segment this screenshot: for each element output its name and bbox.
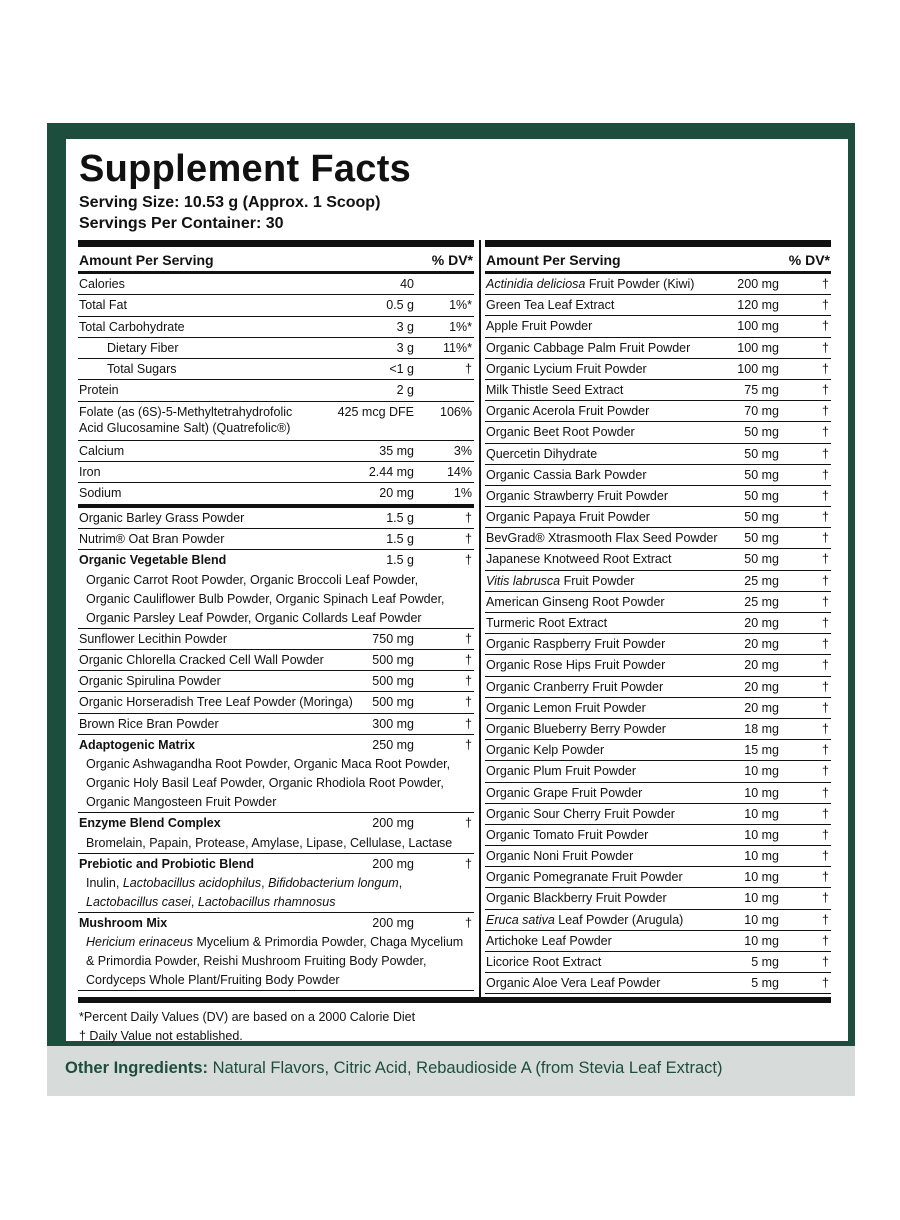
ingredient-amount: 5 mg xyxy=(751,955,779,969)
ingredient-name: Turmeric Root Extract xyxy=(486,616,608,630)
ingredient-dv: † xyxy=(822,700,829,715)
ingredient-amount: 100 mg xyxy=(737,319,779,334)
table-row xyxy=(78,714,474,734)
table-row xyxy=(78,317,474,337)
table-row xyxy=(78,671,474,691)
ingredient-dv: † xyxy=(465,674,472,689)
ingredient-amount: 50 mg xyxy=(744,531,779,546)
top-thick-rule-right xyxy=(485,240,831,247)
ingredient-name: Organic Acerola Fruit Powder xyxy=(486,404,650,419)
ingredient-amount: 250 mg xyxy=(372,738,414,753)
ingredient-name: Brown Rice Bran Powder xyxy=(79,716,219,731)
ingredient-name: Organic Pomegranate Fruit Powder xyxy=(486,870,683,885)
row-rule xyxy=(78,990,474,991)
ingredient-name: BevGrad® Xtrasmooth Flax Seed Powder xyxy=(486,531,718,546)
right-column xyxy=(485,240,831,1000)
ingredient-name: Green Tea Leaf Extract xyxy=(486,298,615,313)
ingredient-name: Organic Blackberry Fruit Powder xyxy=(486,891,667,906)
ingredient-dv: † xyxy=(822,679,829,694)
table-row xyxy=(485,804,831,824)
ingredient-amount: 100 mg xyxy=(737,340,779,355)
bottom-thick-rule xyxy=(78,997,831,1003)
table-row xyxy=(485,486,831,506)
ingredient-amount: 20 mg xyxy=(379,486,414,501)
ingredient-amount: 500 mg xyxy=(372,674,414,689)
ingredient-dv: † xyxy=(822,806,829,821)
servings-per-container: Servings Per Container: 30 xyxy=(79,215,284,232)
ingredient-name: Organic Beet Root Powder xyxy=(486,425,635,440)
row-rule xyxy=(485,993,831,994)
ingredient-dv: † xyxy=(465,362,472,377)
serving-size: Serving Size: 10.53 g (Approx. 1 Scoop) xyxy=(79,194,381,211)
ingredient-dv: † xyxy=(822,616,829,630)
ingredient-name: Organic Cabbage Palm Fruit Powder xyxy=(486,340,691,355)
ingredient-name: Total Carbohydrate xyxy=(79,319,185,334)
ingredient-name: Enzyme Blend Complex xyxy=(79,816,221,831)
ingredient-name: Total Fat xyxy=(79,298,127,313)
ingredient-name: Calcium xyxy=(79,443,125,458)
ingredient-dv: † xyxy=(822,827,829,842)
ingredient-amount: 75 mg xyxy=(744,382,779,397)
ingredient-name: Organic Spirulina Powder xyxy=(79,674,221,689)
ingredient-amount: 70 mg xyxy=(744,404,779,419)
table-row xyxy=(78,402,474,440)
table-row xyxy=(78,295,474,315)
ingredient-name: Mushroom Mix xyxy=(79,915,168,930)
table-row xyxy=(78,274,474,294)
ingredient-name: Vitis labrusca Fruit Powder xyxy=(486,573,635,588)
ingredient-amount: <1 g xyxy=(389,362,414,377)
ingredient-name: Organic Blueberry Berry Powder xyxy=(486,721,666,736)
ingredient-name: Prebiotic and Probiotic Blend xyxy=(79,856,255,871)
ingredient-dv: † xyxy=(822,277,829,291)
ingredient-name: Total Sugars xyxy=(107,362,177,377)
ingredient-dv: 1%* xyxy=(449,319,472,334)
right-header xyxy=(485,249,831,271)
ingredient-name: Japanese Knotweed Root Extract xyxy=(486,552,672,567)
ingredient-dv: † xyxy=(465,652,472,667)
right-header-label: Amount Per Serving xyxy=(486,252,621,268)
ingredient-name: Calories xyxy=(79,277,125,291)
ingredient-dv: † xyxy=(822,785,829,800)
ingredient-amount: 200 mg xyxy=(372,915,414,930)
table-row xyxy=(78,338,474,358)
table-row xyxy=(485,571,831,591)
table-row xyxy=(485,846,831,866)
ingredient-amount: 2.44 mg xyxy=(368,465,414,480)
table-row xyxy=(78,692,474,712)
table-row xyxy=(485,655,831,675)
other-ingredients-label: Other Ingredients: xyxy=(65,1059,209,1077)
ingredient-name: Dietary Fiber xyxy=(107,340,179,355)
ingredient-dv: † xyxy=(465,915,472,930)
table-row xyxy=(78,462,474,482)
ingredient-name: Organic Horseradish Tree Leaf Powder (Moringa) xyxy=(79,695,353,710)
ingredient-amount: 2 g xyxy=(396,383,414,398)
ingredient-amount: 1.5 g xyxy=(386,553,414,568)
ingredient-amount: 50 mg xyxy=(744,446,779,461)
table-row xyxy=(485,422,831,442)
ingredient-name: Eruca sativa Leaf Powder (Arugula) xyxy=(486,912,684,927)
table-row xyxy=(485,825,831,845)
ingredient-name: Quercetin Dihydrate xyxy=(486,446,598,461)
ingredient-name: American Ginseng Root Powder xyxy=(486,594,665,609)
table-row xyxy=(78,650,474,670)
ingredient-name: Sodium xyxy=(79,486,122,501)
right-header-dv: % DV* xyxy=(788,252,830,268)
ingredient-name: Organic Grape Fruit Powder xyxy=(486,785,643,800)
ingredient-dv: † xyxy=(465,553,472,568)
ingredient-name: Organic Chlorella Cracked Cell Wall Powder xyxy=(79,652,324,667)
footnote-dagger: † Daily Value not established. xyxy=(79,1029,243,1043)
ingredient-amount: 50 mg xyxy=(744,510,779,525)
ingredient-amount: 10 mg xyxy=(744,806,779,821)
ingredient-name: Organic Vegetable Blend xyxy=(79,553,227,568)
ingredient-amount: 20 mg xyxy=(744,679,779,694)
ingredient-amount: 1.5 g xyxy=(386,531,414,546)
top-thick-rule xyxy=(78,240,474,247)
table-row xyxy=(78,629,474,649)
table-row xyxy=(485,867,831,887)
ingredient-dv: † xyxy=(465,856,472,871)
ingredient-name: Milk Thistle Seed Extract xyxy=(486,382,624,397)
ingredient-amount: 120 mg xyxy=(737,298,779,313)
ingredient-dv: † xyxy=(822,976,829,991)
ingredient-dv: † xyxy=(822,531,829,546)
ingredient-dv: 1% xyxy=(453,486,472,501)
ingredient-amount: 25 mg xyxy=(744,573,779,588)
ingredient-name: Organic Aloe Vera Leaf Powder xyxy=(486,976,661,991)
ingredient-amount: 50 mg xyxy=(744,488,779,503)
table-row xyxy=(485,528,831,548)
ingredient-dv: † xyxy=(465,716,472,731)
ingredient-dv: † xyxy=(822,404,829,419)
ingredient-name: Licorice Root Extract xyxy=(486,955,602,969)
left-header xyxy=(78,249,474,271)
ingredient-amount: 50 mg xyxy=(744,425,779,440)
ingredient-dv: 106% xyxy=(440,404,472,419)
other-ingredients-band xyxy=(47,1046,855,1096)
ingredient-amount: 50 mg xyxy=(744,467,779,482)
ingredient-name: Organic Noni Fruit Powder xyxy=(486,849,634,864)
table-row xyxy=(78,508,474,528)
ingredient-name: Actinidia deliciosa Fruit Powder (Kiwi) xyxy=(486,277,695,291)
ingredient-amount: 200 mg xyxy=(372,856,414,871)
ingredient-amount: 20 mg xyxy=(744,616,779,630)
right-rows xyxy=(485,274,831,994)
ingredient-dv: † xyxy=(465,531,472,546)
table-row xyxy=(78,483,474,503)
ingredient-amount: 18 mg xyxy=(744,721,779,736)
table-row xyxy=(485,783,831,803)
table-row xyxy=(485,677,831,697)
ingredient-dv: † xyxy=(822,912,829,927)
table-row xyxy=(485,761,831,781)
ingredient-amount: 425 mcg DFE xyxy=(337,404,414,419)
ingredient-dv: † xyxy=(822,298,829,313)
table-row xyxy=(485,359,831,379)
blend-description: Bromelain, Papain, Protease, Amylase, Lipase, Cellulase, Lactase xyxy=(86,835,453,850)
table-row xyxy=(485,973,831,993)
table-row xyxy=(485,888,831,908)
ingredient-amount: 0.5 g xyxy=(386,298,414,313)
ingredient-dv: † xyxy=(822,340,829,355)
ingredient-amount: 1.5 g xyxy=(386,510,414,525)
ingredient-dv: † xyxy=(822,361,829,376)
table-row xyxy=(485,274,831,294)
table-row xyxy=(485,634,831,654)
blend-description: Organic Ashwagandha Root Powder, Organic Maca Root Powder, Organic Holy Basil Leaf Powder, Organic Rhodiola Root Powder, Organic Mangosteen Fruit Powder xyxy=(86,757,451,810)
ingredient-amount: 40 xyxy=(400,277,414,291)
ingredient-amount: 50 mg xyxy=(744,552,779,567)
table-row xyxy=(485,931,831,951)
ingredient-amount: 10 mg xyxy=(744,933,779,948)
table-row xyxy=(78,854,474,874)
ingredient-dv: † xyxy=(822,743,829,758)
table-row xyxy=(78,441,474,461)
ingredient-name: Organic Plum Fruit Powder xyxy=(486,764,637,779)
ingredient-dv: † xyxy=(822,552,829,567)
ingredient-name: Folate (as (6S)-5-Methyltetrahydrofolic Acid Glucosamine Salt) (Quatrefolic®) xyxy=(79,404,293,435)
ingredient-name: Organic Papaya Fruit Powder xyxy=(486,510,650,525)
ingredient-dv: † xyxy=(822,425,829,440)
ingredient-amount: 3 g xyxy=(396,340,414,355)
ingredient-amount: 300 mg xyxy=(372,716,414,731)
table-row xyxy=(485,401,831,421)
other-ingredients xyxy=(65,1059,722,1078)
column-divider xyxy=(479,240,481,1000)
ingredient-name: Organic Cassia Bark Powder xyxy=(486,467,647,482)
ingredient-amount: 10 mg xyxy=(744,827,779,842)
left-header-dv: % DV* xyxy=(431,252,473,268)
table-row xyxy=(485,740,831,760)
table-row xyxy=(485,507,831,527)
ingredient-dv: 3% xyxy=(453,443,472,458)
ingredient-dv: † xyxy=(822,573,829,588)
ingredient-dv: † xyxy=(822,870,829,885)
table-row xyxy=(485,613,831,633)
table-row xyxy=(78,913,474,933)
ingredient-name: Organic Lycium Fruit Powder xyxy=(486,361,647,376)
ingredient-dv: † xyxy=(822,467,829,482)
ingredient-name: Organic Barley Grass Powder xyxy=(79,510,245,525)
left-rows xyxy=(78,274,474,991)
ingredient-dv: † xyxy=(465,738,472,753)
table-row xyxy=(485,444,831,464)
ingredient-amount: 10 mg xyxy=(744,849,779,864)
ingredient-amount: 750 mg xyxy=(372,631,414,646)
ingredient-name: Protein xyxy=(79,383,119,398)
table-row xyxy=(485,952,831,972)
ingredient-name: Iron xyxy=(79,465,101,480)
ingredient-amount: 20 mg xyxy=(744,700,779,715)
ingredient-dv: † xyxy=(465,695,472,710)
ingredient-name: Sunflower Lecithin Powder xyxy=(79,631,227,646)
blend-description: Hericium erinaceus Mycelium & Primordia Powder, Chaga Mycelium & Primordia Powder, Reishi Mushroom Fruiting Body Powder, Cordyceps Whole Plant/Fruiting Body Powder xyxy=(86,935,464,988)
ingredient-dv: 1%* xyxy=(449,298,472,313)
ingredient-dv: † xyxy=(822,658,829,673)
table-row xyxy=(485,910,831,930)
table-row xyxy=(485,465,831,485)
ingredient-name: Organic Tomato Fruit Powder xyxy=(486,827,649,842)
table-row xyxy=(485,592,831,612)
table-row xyxy=(78,380,474,400)
table-row xyxy=(485,719,831,739)
ingredient-name: Organic Strawberry Fruit Powder xyxy=(486,488,669,503)
ingredient-amount: 10 mg xyxy=(744,764,779,779)
ingredient-dv: † xyxy=(822,594,829,609)
ingredient-amount: 5 mg xyxy=(751,976,779,991)
table-row xyxy=(485,698,831,718)
ingredient-amount: 35 mg xyxy=(379,443,414,458)
ingredient-dv: † xyxy=(822,488,829,503)
table-row xyxy=(485,380,831,400)
blend-description: Inulin, Lactobacillus acidophilus, Bifidobacterium longum, Lactobacillus casei, Lactobacillus rhamnosus xyxy=(86,875,403,909)
footnote-dv: *Percent Daily Values (DV) are based on a 2000 Calorie Diet xyxy=(79,1010,416,1024)
other-ingredients-text: Natural Flavors, Citric Acid, Rebaudioside A (from Stevia Leaf Extract) xyxy=(208,1059,723,1077)
ingredient-dv: 14% xyxy=(446,465,472,480)
ingredient-amount: 20 mg xyxy=(744,658,779,673)
ingredient-amount: 15 mg xyxy=(744,743,779,758)
ingredient-amount: 10 mg xyxy=(744,891,779,906)
ingredient-amount: 200 mg xyxy=(737,277,779,291)
table-row xyxy=(78,529,474,549)
ingredient-amount: 100 mg xyxy=(737,361,779,376)
ingredient-amount: 10 mg xyxy=(744,870,779,885)
table-row xyxy=(485,338,831,358)
table-row xyxy=(485,295,831,315)
ingredient-amount: 10 mg xyxy=(744,785,779,800)
ingredient-amount: 500 mg xyxy=(372,695,414,710)
facts-title: Supplement Facts xyxy=(79,148,412,190)
ingredient-dv: † xyxy=(822,764,829,779)
ingredient-amount: 200 mg xyxy=(372,816,414,831)
ingredient-name: Organic Sour Cherry Fruit Powder xyxy=(486,806,675,821)
table-row xyxy=(485,316,831,336)
ingredient-dv: † xyxy=(822,849,829,864)
ingredient-name: Adaptogenic Matrix xyxy=(79,738,195,753)
ingredient-dv: † xyxy=(822,637,829,652)
ingredient-dv: † xyxy=(822,933,829,948)
ingredient-amount: 500 mg xyxy=(372,652,414,667)
ingredient-dv: † xyxy=(465,816,472,831)
ingredient-amount: 3 g xyxy=(396,319,414,334)
table-row xyxy=(78,359,474,379)
ingredient-name: Artichoke Leaf Powder xyxy=(486,933,612,948)
ingredient-dv: † xyxy=(822,319,829,334)
ingredient-name: Organic Cranberry Fruit Powder xyxy=(486,679,664,694)
ingredient-dv: † xyxy=(822,510,829,525)
table-row xyxy=(78,735,474,755)
ingredient-name: Organic Rose Hips Fruit Powder xyxy=(486,658,666,673)
ingredient-dv: † xyxy=(822,446,829,461)
table-row xyxy=(78,813,474,833)
ingredient-name: Organic Kelp Powder xyxy=(486,743,605,758)
table-row xyxy=(485,549,831,569)
left-column xyxy=(78,240,474,1000)
table-row xyxy=(78,550,474,570)
ingredient-dv: † xyxy=(822,382,829,397)
ingredient-amount: 20 mg xyxy=(744,637,779,652)
ingredient-dv: † xyxy=(822,891,829,906)
ingredient-dv: † xyxy=(822,955,829,969)
ingredient-amount: 25 mg xyxy=(744,594,779,609)
ingredient-dv: † xyxy=(822,721,829,736)
ingredient-dv: 11%* xyxy=(443,340,472,355)
ingredient-name: Nutrim® Oat Bran Powder xyxy=(79,531,225,546)
ingredient-dv: † xyxy=(465,631,472,646)
ingredient-name: Apple Fruit Powder xyxy=(486,319,593,334)
ingredient-amount: 10 mg xyxy=(744,912,779,927)
ingredient-dv: † xyxy=(465,510,472,525)
left-header-label: Amount Per Serving xyxy=(79,252,214,268)
blend-description: Organic Carrot Root Powder, Organic Broccoli Leaf Powder, Organic Cauliflower Bulb Powder, Organic Spinach Leaf Powder, Organic Parsley Leaf Powder, Organic Collards Leaf Powder xyxy=(86,572,445,625)
ingredient-name: Organic Lemon Fruit Powder xyxy=(486,700,646,715)
ingredient-name: Organic Raspberry Fruit Powder xyxy=(486,637,666,652)
